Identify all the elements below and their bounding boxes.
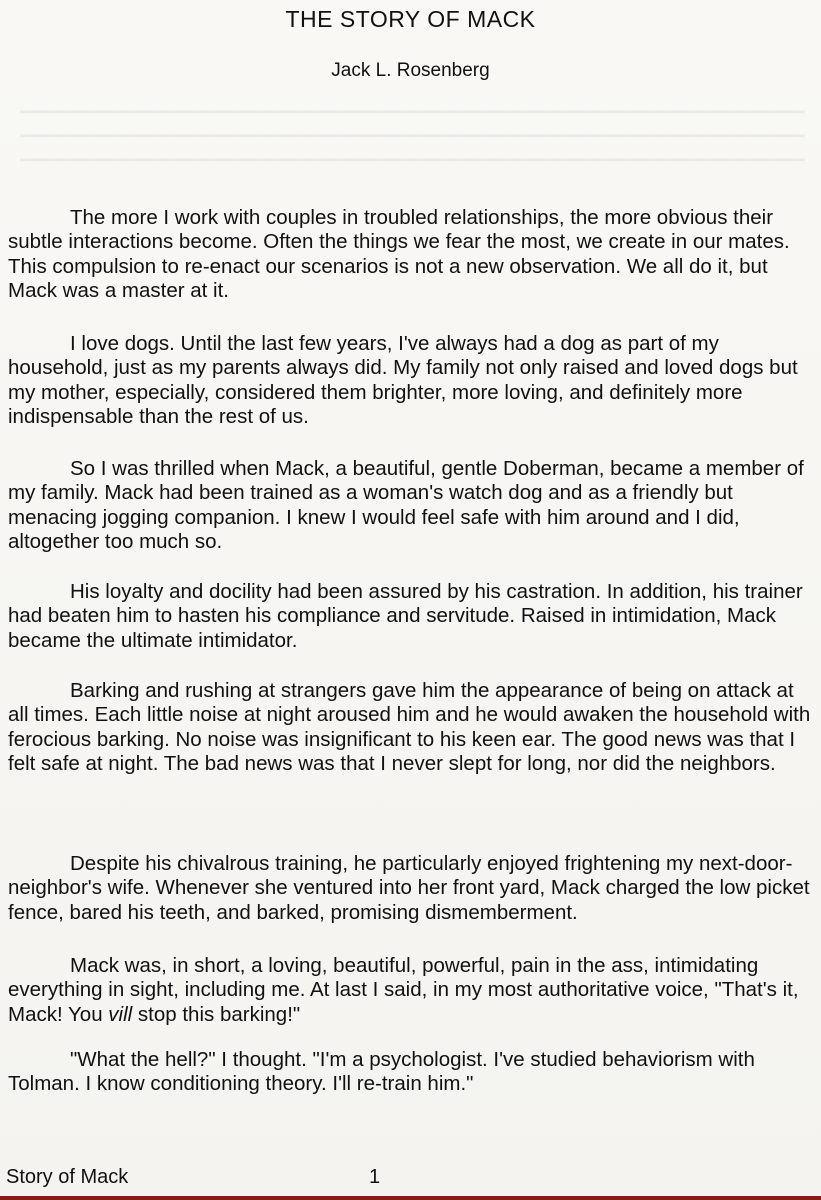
paragraph-7 (8, 954, 818, 1027)
bleed-through-texture: ▁▁▁▁▁▁▁▁▁▁▁▁▁▁▁▁▁▁▁▁▁▁▁▁▁▁▁▁▁▁▁▁▁▁▁▁▁▁▁▁▁▁▁▁▁▁▁▁▁▁▁▁▁▁▁▁▁▁▁▁ ▁▁▁▁▁▁▁▁▁▁▁▁▁▁▁▁▁▁▁▁▁▁▁▁▁▁▁▁▁▁▁▁▁▁▁▁▁▁▁▁▁▁▁▁▁▁▁▁▁▁▁▁▁▁▁▁▁▁▁▁ ▁▁▁▁▁▁▁▁▁▁▁▁▁▁▁▁▁▁▁▁▁▁▁▁▁▁▁▁▁▁▁▁▁▁▁▁▁▁▁▁▁▁▁▁▁▁▁▁▁▁▁▁▁▁▁▁▁▁▁▁ (20, 94, 805, 161)
paragraph-7-text-a: Mack was, in short, a loving, beautiful, powerful, pain in the ass, intimidating everything in sight, including me. At last I said, in my most authoritative voice, "That's it, Mack! You (8, 954, 799, 1026)
paragraph-4: His loyalty and docility had been assured by his castration. In addition, his trainer had beaten him to hasten his compliance and servitude. Raised in intimidation, Mack became the ultimate intimidator. (8, 580, 803, 652)
emphasized-word: vill (108, 1002, 133, 1026)
page-number: 1 (369, 1166, 381, 1188)
footer-label: Story of Mack (6, 1166, 129, 1188)
paragraph-2: I love dogs. Until the last few years, I've always had a dog as part of my household, just as my parents always did. My family not only raised and loved dogs but my mother, especially, considered them brighter, more loving, and definitely more indispensable than the rest of us. (8, 332, 798, 429)
paragraph-7-text-b: stop this barking!" (132, 1002, 301, 1026)
paragraph-8: "What the hell?" I thought. "I'm a psychologist. I've studied behaviorism with Tolman. I know conditioning theory. I'll re-train him." (8, 1048, 755, 1096)
paragraph-6: Despite his chivalrous training, he particularly enjoyed frightening my next-door-neighbor's wife. Whenever she ventured into her front yard, Mack charged the low picket fence, bared his teeth, and barked, promising dismemberment. (8, 852, 810, 924)
page-title: THE STORY OF MACK (285, 6, 536, 32)
author-name: Jack L. Rosenberg (331, 60, 490, 81)
paragraph-3: So I was thrilled when Mack, a beautiful, gentle Doberman, became a member of my family. Mack had been trained as a woman's watch dog and as a friendly but menacing jogging companion. I knew I would feel safe with him around and I did, altogether too much so. (8, 457, 804, 554)
paragraph-1: The more I work with couples in troubled relationships, the more obvious their subtle interactions become. Often the things we fear the most, we create in our mates. This compulsion to re-enact our scenarios is not a new observation. We all do it, but Mack was a master at it. (8, 206, 790, 303)
page-bottom-edge (0, 1196, 821, 1200)
paragraph-5: Barking and rushing at strangers gave him the appearance of being on attack at all times. Each little noise at night aroused him and he would awaken the household with ferocious barking. No noise was insignificant to his keen ear. The good news was that I felt safe at night. The bad news was that I never slept for long, nor did the neighbors. (8, 679, 811, 776)
